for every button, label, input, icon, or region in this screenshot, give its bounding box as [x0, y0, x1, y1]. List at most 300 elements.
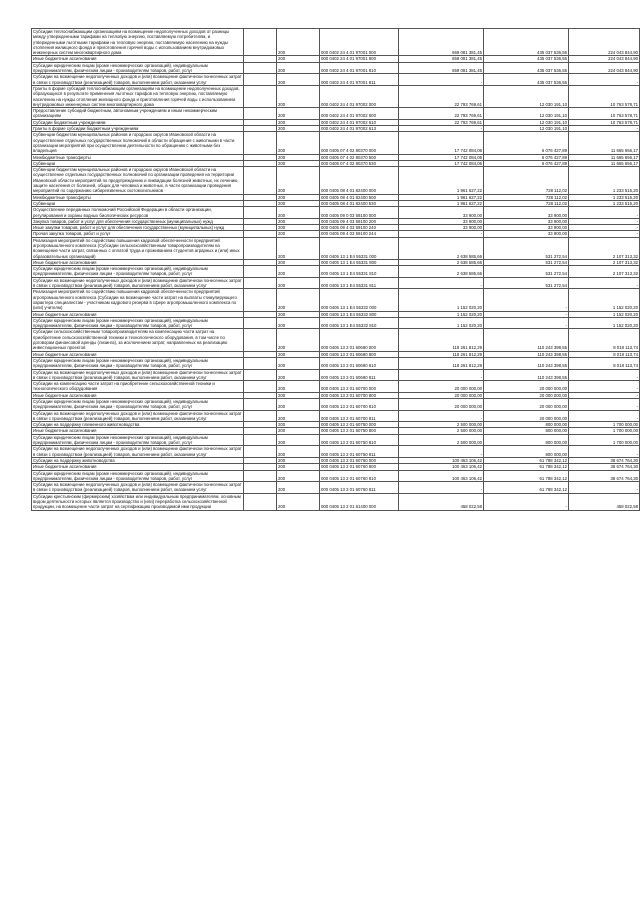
row-classification-cell: 000 0405 13 2 01 60760 000	[320, 457, 399, 463]
row-empty-cell	[244, 446, 277, 458]
row-executed-cell: 20 000 000,00	[484, 399, 569, 411]
table-row	[32, 399, 640, 411]
row-classification-cell: 000 0405 08 4 01 82400 530	[320, 200, 399, 206]
row-unexecuted-cell: -	[569, 218, 640, 224]
row-unexecuted-cell: 2 107 313,32	[569, 237, 640, 259]
row-empty-cell	[244, 493, 277, 510]
row-unexecuted-cell: 11 665 656,17	[569, 154, 640, 160]
row-approved-cell: 659 081 381,45	[399, 56, 484, 62]
row-empty-cell	[244, 369, 277, 381]
row-name-cell: Иные бюджетные ассигнования	[32, 464, 244, 470]
row-approved-cell: 33 900,00	[399, 218, 484, 224]
row-empty-cell	[244, 207, 277, 219]
row-empty-cell	[244, 62, 277, 74]
row-unexecuted-cell: -	[569, 207, 640, 219]
table-row	[32, 207, 640, 219]
row-name-cell: Субсидии юридическим лицам (кроме некоммерческих организаций), индивидуальным предпринимателям, физическим лицам - производителям товаров, работ, услуг	[32, 399, 244, 411]
row-approved-cell: 2 638 585,66	[399, 266, 484, 278]
row-code-cell: 200	[277, 119, 320, 125]
row-approved-cell: 33 900,00	[399, 207, 484, 219]
row-classification-cell: 000 0405 13 1 Е4 55331 810	[320, 266, 399, 278]
row-executed-cell: 61 788 342,12	[484, 470, 569, 482]
row-name-cell: Прочая закупка товаров, работ и услуг	[32, 231, 244, 237]
row-code-cell: 200	[277, 29, 320, 56]
row-classification-cell: 000 0405 09 0 03 59100 000	[320, 207, 399, 219]
row-classification-cell: 000 0405 07 4 02 80370 500	[320, 154, 399, 160]
row-name-cell: Межбюджетные трансферты	[32, 194, 244, 200]
row-classification-cell: 000 0402 24 4 01 97001 000	[320, 29, 399, 56]
row-executed-cell: 531 272,54	[484, 259, 569, 265]
row-unexecuted-cell: -	[569, 126, 640, 132]
row-approved-cell: 20 000 000,00	[399, 392, 484, 398]
row-classification-cell: 000 0405 13 2 01 60700 000	[320, 381, 399, 393]
row-approved-cell: 2 500 000,00	[399, 434, 484, 446]
row-classification-cell: 000 0405 13 2 01 60750 811	[320, 446, 399, 458]
row-name-cell: Закупка товаров, работ и услуг для обеспечения государственных (муниципальных) нужд	[32, 218, 244, 224]
table-row	[32, 85, 640, 107]
row-classification-cell: 000 0402 24 4 01 97002 600	[320, 108, 399, 120]
row-classification-cell: 000 0405 13 2 01 60700 800	[320, 392, 399, 398]
row-unexecuted-cell: 1 152 020,20	[569, 289, 640, 311]
budget-table	[31, 28, 640, 511]
row-name-cell: Субсидии сельскохозяйственным товаропроизводителям на компенсацию части затрат на приобретение сельскохозяйственной техники и технологического оборудования, в том числе по договорам финансовой аренды (лизинга), за исключением затрат, направленных на реализацию инвестиционных проектов	[32, 329, 244, 351]
row-executed-cell: 33 900,00	[484, 207, 569, 219]
row-name-cell: Субсидии юридическим лицам (кроме некоммерческих организаций), индивидуальным предпринимателям, физическим лицам - производителям товаров, работ, услуг	[32, 62, 244, 74]
row-approved-cell: 1 961 627,22	[399, 167, 484, 194]
row-executed-cell: 110 243 398,55	[484, 329, 569, 351]
row-unexecuted-cell: 10 763 578,71	[569, 85, 640, 107]
row-executed-cell: 531 272,54	[484, 237, 569, 259]
row-empty-cell	[244, 85, 277, 107]
row-code-cell: 200	[277, 399, 320, 411]
row-executed-cell: 110 243 398,55	[484, 351, 569, 357]
row-code-cell: 200	[277, 392, 320, 398]
row-classification-cell: 000 0405 13 2 01 60760 800	[320, 464, 399, 470]
row-approved-cell: 2 638 585,66	[399, 259, 484, 265]
row-name-cell: Реализация мероприятий по содействию повышения кадровой обеспеченности предприятий агропромышленного комплекса (Субсидии сельскохозяйственным товаропроизводителям на возмещение части затрат, связанных с оплатой труда и проживанием студентов аграрных и (или) иных образовательных организаций)	[32, 237, 244, 259]
row-classification-cell: 000 0402 24 4 01 97001 810	[320, 62, 399, 74]
row-unexecuted-cell: -	[569, 482, 640, 494]
row-executed-cell: 800 000,00	[484, 428, 569, 434]
row-unexecuted-cell: 1 152 020,20	[569, 311, 640, 317]
row-approved-cell: 659 081 381,45	[399, 62, 484, 74]
row-classification-cell: 000 0402 24 4 01 97001 811	[320, 74, 399, 86]
row-code-cell: 200	[277, 277, 320, 289]
row-approved-cell: 2 500 000,00	[399, 422, 484, 428]
row-approved-cell: 22 793 769,61	[399, 85, 484, 107]
row-code-cell: 200	[277, 154, 320, 160]
row-unexecuted-cell: 1 233 515,20	[569, 194, 640, 200]
row-empty-cell	[244, 329, 277, 351]
row-executed-cell: 20 000 000,00	[484, 392, 569, 398]
row-unexecuted-cell: -	[569, 399, 640, 411]
row-empty-cell	[244, 132, 277, 154]
row-name-cell: Субвенции бюджетам муниципальных районов и городских округов Ивановской области на осуществление отдельных государственных полномочий в области обращения с животными в части организации мероприятий при осуществлении деятельности по обращению с животными без владельцев	[32, 132, 244, 154]
row-empty-cell	[244, 470, 277, 482]
table-row	[32, 277, 640, 289]
row-unexecuted-cell: 1 700 000,00	[569, 422, 640, 428]
row-unexecuted-cell: -	[569, 369, 640, 381]
table-row	[32, 108, 640, 120]
row-name-cell: Иные бюджетные ассигнования	[32, 259, 244, 265]
row-empty-cell	[244, 277, 277, 289]
row-executed-cell: 110 243 398,55	[484, 357, 569, 369]
table-row	[32, 317, 640, 329]
row-code-cell: 200	[277, 311, 320, 317]
row-name-cell: Субсидии юридическим лицам (кроме некоммерческих организаций), индивидуальным предпринимателям, физическим лицам - производителям товаров, работ, услуг	[32, 434, 244, 446]
row-executed-cell: 531 272,54	[484, 277, 569, 289]
row-classification-cell: 000 0405 13 1 Е4 55331 800	[320, 259, 399, 265]
table-row	[32, 237, 640, 259]
row-empty-cell	[244, 434, 277, 446]
row-approved-cell: 20 000 000,00	[399, 399, 484, 411]
row-executed-cell: 531 272,54	[484, 266, 569, 278]
row-approved-cell: 17 742 084,06	[399, 154, 484, 160]
row-approved-cell: -	[399, 277, 484, 289]
row-code-cell: 200	[277, 351, 320, 357]
table-row	[32, 422, 640, 428]
row-code-cell: 200	[277, 194, 320, 200]
row-name-cell: Гранты в форме субсидии бюджетным учреждениям	[32, 126, 244, 132]
row-executed-cell: 800 000,00	[484, 446, 569, 458]
table-row	[32, 167, 640, 194]
row-classification-cell: 000 0405 13 1 Е4 55332 000	[320, 289, 399, 311]
row-empty-cell	[244, 266, 277, 278]
row-code-cell: 200	[277, 381, 320, 393]
row-classification-cell: 000 0402 24 4 01 97002 613	[320, 126, 399, 132]
row-executed-cell: 12 030 191,10	[484, 119, 569, 125]
row-executed-cell: 12 030 191,10	[484, 85, 569, 107]
row-name-cell: Субвенции бюджетам муниципальных районов и городских округов Ивановской области на осуществление отдельных государственных полномочий по организации проведения на территории Ивановской области мероприятий по предупреждению и ликвидации болезней животных, их лечению, защите населения от болезней, общих для человека и животных, в части организации проведения мероприятий по содержанию сибиреязвенных скотомогильников	[32, 167, 244, 194]
row-code-cell: 200	[277, 470, 320, 482]
row-executed-cell: 435 037 536,55	[484, 74, 569, 86]
row-name-cell: Субсидии на поддержку племенного животноводства	[32, 422, 244, 428]
table-row	[32, 369, 640, 381]
row-code-cell: 200	[277, 218, 320, 224]
row-approved-cell: -	[399, 231, 484, 237]
row-approved-cell: 17 742 084,06	[399, 160, 484, 166]
row-code-cell: 200	[277, 62, 320, 74]
row-code-cell: 200	[277, 457, 320, 463]
row-code-cell: 200	[277, 266, 320, 278]
row-executed-cell: 110 243 398,55	[484, 369, 569, 381]
row-unexecuted-cell: 38 674 764,30	[569, 457, 640, 463]
row-code-cell: 200	[277, 369, 320, 381]
row-code-cell: 200	[277, 56, 320, 62]
row-classification-cell: 000 0402 24 4 01 97002 610	[320, 119, 399, 125]
table-row	[32, 126, 640, 132]
row-approved-cell: 458 022,58	[399, 493, 484, 510]
row-classification-cell: 000 0405 13 2 01 60700 810	[320, 399, 399, 411]
row-code-cell: 200	[277, 410, 320, 422]
row-classification-cell: 000 0405 13 2 01 60750 800	[320, 428, 399, 434]
row-unexecuted-cell: -	[569, 277, 640, 289]
row-unexecuted-cell: 38 674 764,30	[569, 470, 640, 482]
row-name-cell: Субсидии крестьянским (фермерским) хозяйствам или индивидуальным предпринимателям, основным видом деятельности которых является производство и (или) переработка сельскохозяйственной продукции, на возмещение части затрат на сертификацию производимой ими продукции	[32, 493, 244, 510]
row-empty-cell	[244, 482, 277, 494]
row-name-cell: Субсидии юридическим лицам (кроме некоммерческих организаций), индивидуальным предпринимателям, физическим лицам - производителям товаров, работ, услуг	[32, 357, 244, 369]
row-name-cell: Реализация мероприятий по содействию повышения кадровой обеспеченности предприятий агропромышленного комплекса (Субсидии на возмещение части затрат на выплаты стимулирующего характера специалистам - участникам кадрового резерва в сфере агропромышленного комплекса по (или) учителю)	[32, 289, 244, 311]
row-unexecuted-cell: -	[569, 392, 640, 398]
row-executed-cell: 435 037 536,55	[484, 56, 569, 62]
row-code-cell: 200	[277, 464, 320, 470]
row-executed-cell: 12 030 191,10	[484, 108, 569, 120]
row-approved-cell: -	[399, 74, 484, 86]
row-approved-cell: -	[399, 446, 484, 458]
row-empty-cell	[244, 399, 277, 411]
row-classification-cell: 000 0405 13 2 01 60760 810	[320, 470, 399, 482]
row-name-cell: Субсидии бюджетным учреждениям	[32, 119, 244, 125]
row-unexecuted-cell: 11 665 656,17	[569, 160, 640, 166]
row-classification-cell: 000 0405 07 4 02 80370 530	[320, 160, 399, 166]
row-unexecuted-cell: 10 763 578,71	[569, 108, 640, 120]
row-executed-cell: -	[484, 493, 569, 510]
row-unexecuted-cell: -	[569, 381, 640, 393]
row-classification-cell: 000 0405 09 4 03 59100 244	[320, 231, 399, 237]
row-code-cell: 200	[277, 289, 320, 311]
row-code-cell: 200	[277, 132, 320, 154]
row-name-cell: Субсидии на поддержку животноводства	[32, 457, 244, 463]
row-classification-cell: 000 0405 13 1 Е4 55332 810	[320, 317, 399, 329]
row-unexecuted-cell: 2 107 313,32	[569, 266, 640, 278]
row-name-cell: Субсидии на компенсацию части затрат на приобретение сельскохозяйственной техники и технологического оборудования	[32, 381, 244, 393]
row-code-cell: 200	[277, 237, 320, 259]
row-approved-cell: 1 152 020,20	[399, 311, 484, 317]
row-name-cell: Гранты в форме субсидий теплоснабжающим организациям на возмещение недополученных доходов, образующихся в результате применения льготных тарифов на тепловую энергию, поставляемую населению на нужды отопления жилищного фонда и приготовления горячей воды с использованием внутридомовых инженерных систем многоквартирного дома	[32, 85, 244, 107]
row-approved-cell: 20 000 000,00	[399, 381, 484, 393]
row-name-cell: Иные закупки товаров, работ и услуг для обеспечения государственных (муниципальных) нужд	[32, 225, 244, 231]
row-classification-cell: 000 0405 08 4 01 82400 000	[320, 167, 399, 194]
row-empty-cell	[244, 108, 277, 120]
row-name-cell: Иные бюджетные ассигнования	[32, 56, 244, 62]
table-row	[32, 225, 640, 231]
row-executed-cell: 435 037 536,55	[484, 62, 569, 74]
row-code-cell: 200	[277, 85, 320, 107]
row-code-cell: 200	[277, 200, 320, 206]
row-executed-cell: 61 788 342,12	[484, 464, 569, 470]
row-unexecuted-cell: 2 107 313,32	[569, 259, 640, 265]
row-name-cell: Субсидии на возмещение недополученных доходов и (или) возмещение фактически понесенных затрат в связи с производством (реализацией) товаров, выполнением работ, оказанием услуг	[33, 482, 242, 493]
row-approved-cell: 17 742 084,06	[399, 132, 484, 154]
row-unexecuted-cell: -	[569, 225, 640, 231]
row-name-cell: Иные бюджетные ассигнования	[32, 311, 244, 317]
row-empty-cell	[244, 410, 277, 422]
row-unexecuted-cell: -	[569, 410, 640, 422]
row-code-cell: 200	[277, 108, 320, 120]
row-approved-cell: 22 793 769,61	[399, 108, 484, 120]
row-approved-cell: -	[399, 369, 484, 381]
row-unexecuted-cell: -	[569, 74, 640, 86]
row-classification-cell: 000 0405 09 4 03 59100 200	[320, 218, 399, 224]
row-classification-cell: 000 0405 08 4 01 82400 500	[320, 194, 399, 200]
row-approved-cell: -	[399, 482, 484, 494]
row-approved-cell: 1 961 627,22	[399, 194, 484, 200]
row-name-cell: Предоставление субсидий бюджетным, автономным учреждениям и иным некоммерческим организациям	[32, 108, 244, 120]
row-unexecuted-cell: 1 152 020,20	[569, 317, 640, 329]
row-classification-cell: 000 0405 13 2 01 60750 000	[320, 422, 399, 428]
row-executed-cell: 61 788 342,12	[484, 482, 569, 494]
row-executed-cell: 6 076 427,89	[484, 160, 569, 166]
row-code-cell: 200	[277, 482, 320, 494]
row-code-cell: 200	[277, 329, 320, 351]
row-classification-cell: 000 0405 13 2 01 61400 000	[320, 493, 399, 510]
row-executed-cell: -	[484, 317, 569, 329]
row-unexecuted-cell: 11 665 656,17	[569, 132, 640, 154]
row-executed-cell: 20 000 000,00	[484, 410, 569, 422]
row-code-cell: 200	[277, 317, 320, 329]
row-executed-cell: -	[484, 311, 569, 317]
row-classification-cell: 000 0405 09 4 03 59100 240	[320, 225, 399, 231]
row-code-cell: 200	[277, 259, 320, 265]
row-classification-cell: 000 0405 13 2 01 60690 810	[320, 357, 399, 369]
row-executed-cell: -	[484, 289, 569, 311]
row-approved-cell: 118 261 812,29	[399, 329, 484, 351]
row-unexecuted-cell: 1 700 000,00	[569, 434, 640, 446]
row-executed-cell: 728 112,02	[484, 200, 569, 206]
row-name-cell: Субвенции	[32, 200, 244, 206]
row-unexecuted-cell: 10 763 578,71	[569, 119, 640, 125]
row-empty-cell	[244, 237, 277, 259]
row-approved-cell: 33 900,00	[399, 225, 484, 231]
row-executed-cell: 20 000 000,00	[484, 381, 569, 393]
row-approved-cell: 1 152 020,20	[399, 317, 484, 329]
row-code-cell: 200	[277, 428, 320, 434]
row-code-cell: 200	[277, 207, 320, 219]
row-empty-cell	[244, 381, 277, 393]
row-executed-cell: 728 112,02	[484, 167, 569, 194]
row-unexecuted-cell: 224 043 844,90	[569, 29, 640, 56]
row-code-cell: 200	[277, 422, 320, 428]
table-row	[32, 62, 640, 74]
row-name-cell: Субсидии на возмещение недополученных доходов и (или) возмещение фактически понесенных затрат в связи с производством (реализацией) товаров, выполнением работ, оказанием услуг	[33, 277, 242, 289]
table-row	[32, 410, 640, 422]
row-unexecuted-cell: -	[569, 446, 640, 458]
table-row	[32, 329, 640, 351]
row-classification-cell: 000 0402 24 4 01 97001 800	[320, 56, 399, 62]
table-row	[32, 470, 640, 482]
row-name-cell: Субсидии теплоснабжающим организациям на возмещение недополученных доходов от разницы между утвержденными тарифами на тепловую энергию, поставляемую потребителям, и утвержденными льготными тарифами на тепловую энергию, поставляемую населению на нужды отопления жилищного фонда и приготовления горячей воды с использованием внутридомовых инженерных систем многоквартирного дома	[32, 29, 244, 56]
row-code-cell: 200	[277, 231, 320, 237]
row-code-cell: 200	[277, 493, 320, 510]
row-approved-cell: 659 081 381,45	[399, 29, 484, 56]
row-classification-cell: 000 0405 13 2 01 60760 811	[320, 482, 399, 494]
row-executed-cell: 33 900,00	[484, 225, 569, 231]
row-code-cell: 200	[277, 225, 320, 231]
row-empty-cell	[244, 167, 277, 194]
row-name-cell: Субвенции	[32, 160, 244, 166]
row-code-cell: 200	[277, 160, 320, 166]
table-row	[32, 29, 640, 56]
row-code-cell: 200	[277, 434, 320, 446]
table-row	[32, 218, 640, 224]
row-approved-cell: 100 463 106,42	[399, 464, 484, 470]
row-empty-cell	[244, 29, 277, 56]
row-unexecuted-cell: 224 043 844,90	[569, 62, 640, 74]
row-approved-cell: -	[399, 126, 484, 132]
row-name-cell: Субсидии юридическим лицам (кроме некоммерческих организаций), индивидуальным предпринимателям, физическим лицам - производителям товаров, работ, услуг	[32, 266, 244, 278]
row-executed-cell: 33 900,00	[484, 218, 569, 224]
row-unexecuted-cell: 458 022,58	[569, 493, 640, 510]
row-code-cell: 200	[277, 74, 320, 86]
table-row	[32, 74, 640, 86]
row-unexecuted-cell: 38 674 764,30	[569, 464, 640, 470]
row-approved-cell: 100 463 106,42	[399, 457, 484, 463]
row-classification-cell: 000 0405 13 2 01 60690 811	[320, 369, 399, 381]
row-unexecuted-cell: -	[569, 231, 640, 237]
row-approved-cell: 22 793 769,61	[399, 119, 484, 125]
row-name-cell: Субсидии на возмещение недополученных доходов и (или) возмещение фактически понесенных затрат в связи с производством (реализацией) товаров, выполнением работ, оказанием услуг	[33, 410, 242, 421]
row-empty-cell	[244, 74, 277, 86]
row-classification-cell: 000 0405 13 2 01 60690 800	[320, 351, 399, 357]
row-classification-cell: 000 0405 07 4 02 80370 000	[320, 132, 399, 154]
row-unexecuted-cell: 1 700 000,00	[569, 428, 640, 434]
table-row	[32, 132, 640, 154]
table-row	[32, 434, 640, 446]
row-unexecuted-cell: 1 233 515,20	[569, 200, 640, 206]
row-classification-cell: 000 0405 13 2 01 60750 810	[320, 434, 399, 446]
row-name-cell: Субсидии на возмещение недополученных доходов и (или) возмещение фактически понесенных затрат в связи с производством (реализацией) товаров, выполнением работ, оказанием услуг	[33, 369, 242, 380]
row-approved-cell: 118 261 812,29	[399, 357, 484, 369]
table-row	[32, 289, 640, 311]
row-unexecuted-cell: 1 233 515,20	[569, 167, 640, 194]
row-classification-cell: 000 0405 13 2 01 60700 811	[320, 410, 399, 422]
row-name-cell: Субсидии юридическим лицам (кроме некоммерческих организаций), индивидуальным предпринимателям, физическим лицам - производителям товаров, работ, услуг	[32, 470, 244, 482]
row-empty-cell	[244, 357, 277, 369]
table-row	[32, 357, 640, 369]
row-empty-cell	[244, 317, 277, 329]
row-unexecuted-cell: 224 043 844,90	[569, 56, 640, 62]
row-unexecuted-cell: 8 018 113,74	[569, 357, 640, 369]
row-approved-cell: 2 500 000,00	[399, 428, 484, 434]
row-code-cell: 200	[277, 167, 320, 194]
row-executed-cell: 728 112,02	[484, 194, 569, 200]
row-unexecuted-cell: 8 018 113,74	[569, 329, 640, 351]
row-executed-cell: 800 000,00	[484, 434, 569, 446]
table-row	[32, 381, 640, 393]
row-name-cell: Субсидии юридическим лицам (кроме некоммерческих организаций), индивидуальным предпринимателям, физическим лицам - производителям товаров, работ, услуг	[32, 317, 244, 329]
table-row	[32, 493, 640, 510]
row-approved-cell: 100 463 106,42	[399, 470, 484, 482]
row-approved-cell: 2 638 585,66	[399, 237, 484, 259]
row-code-cell: 200	[277, 126, 320, 132]
row-classification-cell: 000 0405 13 2 01 60690 000	[320, 329, 399, 351]
row-empty-cell	[244, 289, 277, 311]
row-executed-cell: 61 788 342,12	[484, 457, 569, 463]
table-row	[32, 446, 640, 458]
row-executed-cell: 435 037 536,55	[484, 29, 569, 56]
row-classification-cell: 000 0405 13 1 Е4 55332 800	[320, 311, 399, 317]
row-name-cell: Иные бюджетные ассигнования	[32, 428, 244, 434]
budget-table-body	[32, 29, 640, 511]
row-approved-cell: -	[399, 410, 484, 422]
row-name-cell: Иные бюджетные ассигнования	[32, 392, 244, 398]
row-code-cell: 200	[277, 446, 320, 458]
row-classification-cell: 000 0405 13 1 Е4 55331 811	[320, 277, 399, 289]
row-executed-cell: 12 030 191,10	[484, 126, 569, 132]
row-name-cell: Межбюджетные трансферты	[32, 154, 244, 160]
row-name-cell: Осуществление переданных полномочий Российской Федерации в области организации, регулирования и охраны водных биологических ресурсов	[32, 207, 244, 219]
row-name-cell: Субсидии на возмещение недополученных доходов и (или) возмещение фактически понесенных затрат в связи с производством (реализацией) товаров, выполнением работ, оказанием услуг	[33, 74, 242, 85]
row-approved-cell: 1 152 020,20	[399, 289, 484, 311]
row-executed-cell: 6 076 427,89	[484, 154, 569, 160]
row-executed-cell: 6 076 427,89	[484, 132, 569, 154]
row-name-cell: Субсидии на возмещение недополученных доходов и (или) возмещение фактически понесенных затрат в связи с производством (реализацией) товаров, выполнением работ, оказанием услуг	[33, 446, 242, 457]
row-executed-cell: 33 900,00	[484, 231, 569, 237]
row-name-cell: Иные бюджетные ассигнования	[32, 351, 244, 357]
row-classification-cell: 000 0405 13 1 Е4 55331 000	[320, 237, 399, 259]
row-classification-cell: 000 0402 24 4 01 97002 000	[320, 85, 399, 107]
table-row	[32, 482, 640, 494]
